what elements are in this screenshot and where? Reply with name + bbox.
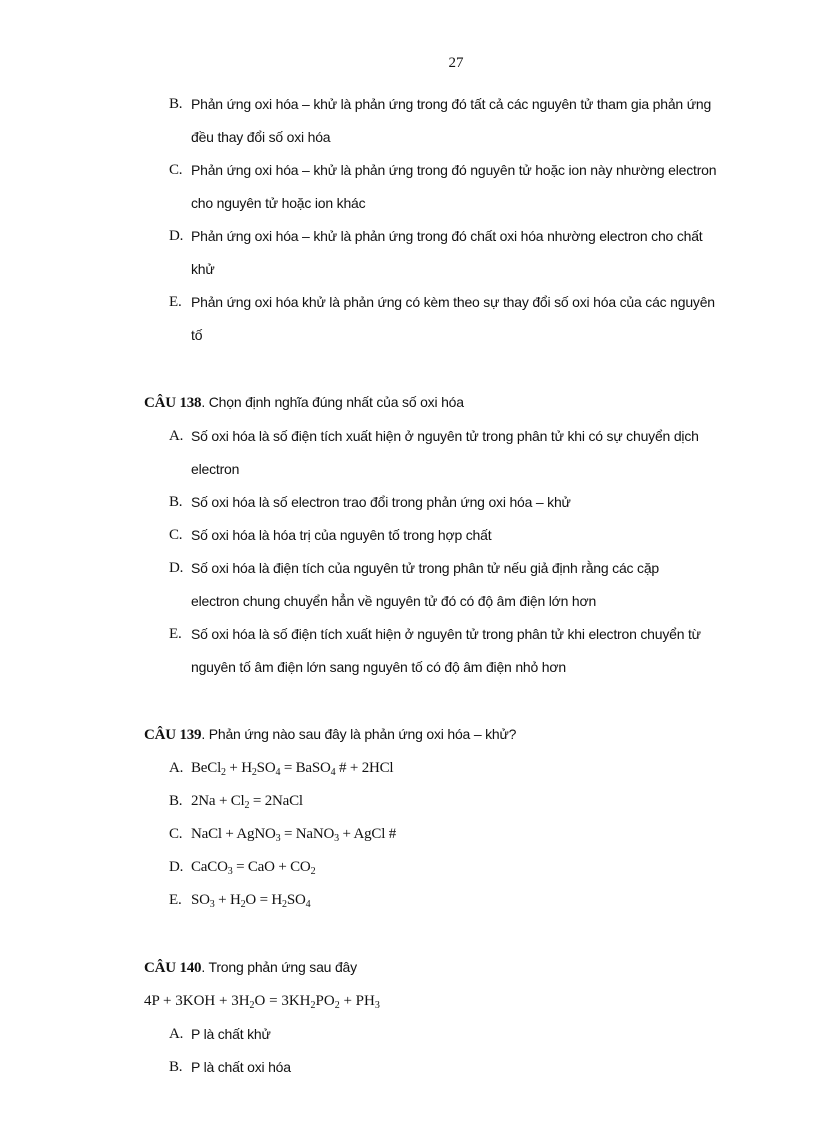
option-text-line: Phản ứng oxi hóa khử là phản ứng có kèm theo sự thay đổi số oxi hóa của các nguyên <box>191 294 715 310</box>
chemical-equation: $SO_3 + H_2O = H_2SO_4$ <box>191 892 311 910</box>
option-text-line: cho nguyên tử hoặc ion khác <box>191 195 366 211</box>
option-letter: A. <box>169 1026 184 1042</box>
q137-option-d <box>169 220 779 286</box>
option-text-line: Phản ứng oxi hóa – khử là phản ứng trong đó tất cả các nguyên tử tham gia phản ứng <box>191 96 712 112</box>
q139-option-c <box>169 818 779 851</box>
option-text-line: Số oxi hóa là điện tích của nguyên tử trong phân tử nếu giả định rằng các cặp <box>191 560 660 576</box>
option-letter: D. <box>169 560 184 576</box>
question-140 <box>144 951 784 985</box>
q139-option-a <box>169 752 779 785</box>
option-text-line: Số oxi hóa là số electron trao đổi trong phản ứng oxi hóa – khử <box>191 494 571 510</box>
q138-option-a <box>169 420 779 486</box>
q139-option-d <box>169 851 779 884</box>
option-letter: E. <box>169 626 182 642</box>
option-letter: D. <box>169 228 184 244</box>
option-letter: B. <box>169 96 183 112</box>
option-letter: B. <box>169 494 183 510</box>
question-text: . Phản ứng nào sau đây là phản ứng oxi hóa – khử? <box>201 726 517 742</box>
option-text-line: Số oxi hóa là số điện tích xuất hiện ở nguyên tử trong phân tử khi electron chuyển từ <box>191 626 701 642</box>
q139-option-e <box>169 884 779 917</box>
question-text: . Chọn định nghĩa đúng nhất của số oxi hóa <box>201 394 464 410</box>
option-text-line: Phản ứng oxi hóa – khử là phản ứng trong đó chất oxi hóa nhường electron cho chất <box>191 228 703 244</box>
q138-option-e <box>169 618 779 684</box>
option-text-line: electron <box>191 461 240 477</box>
q140-option-b <box>169 1051 779 1084</box>
option-text-line: Phản ứng oxi hóa – khử là phản ứng trong đó nguyên tử hoặc ion này nhường electron <box>191 162 717 178</box>
option-text-line: khử <box>191 261 215 277</box>
option-text-line: nguyên tố âm điện lớn sang nguyên tố có độ âm điện nhỏ hơn <box>191 659 566 675</box>
q137-option-c <box>169 154 779 220</box>
option-text-line: đều thay đổi số oxi hóa <box>191 129 331 145</box>
chemical-equation: BeCl$_2$ + $H_2SO_4$ = BaSO$_4$ # + 2HCl <box>191 760 394 778</box>
q138-option-c <box>169 519 779 552</box>
option-letter: B. <box>169 793 183 809</box>
option-letter: A. <box>169 760 184 776</box>
option-letter: A. <box>169 428 184 444</box>
option-letter: C. <box>169 162 183 178</box>
chemical-equation: $2Na + Cl_2$ = 2NaCl <box>191 793 303 811</box>
q137-option-e <box>169 286 779 352</box>
reaction-equation: $4P + 3KOH + 3H_2O = 3KH_2PO_2 + PH_3$ <box>144 993 380 1011</box>
option-text-line: P là chất khử <box>191 1026 271 1042</box>
option-text-line: tố <box>191 327 203 343</box>
option-text-line: Số oxi hóa là hóa trị của nguyên tố trong hợp chất <box>191 527 492 543</box>
option-letter: C. <box>169 527 183 543</box>
option-text-line: electron chung chuyển hẳn về nguyên tử đó có độ âm điện lớn hơn <box>191 593 597 609</box>
q138-option-b <box>169 486 779 519</box>
option-text-line: P là chất oxi hóa <box>191 1059 291 1075</box>
chemical-equation: CaCO$_3$ = CaO + $CO_2$ <box>191 859 316 877</box>
option-letter: E. <box>169 294 182 310</box>
q137-option-b <box>169 88 779 154</box>
chemical-equation: NaCl + AgNO$_3$ = NaNO$_3$ + AgCl # <box>191 826 397 844</box>
q139-option-b <box>169 785 779 818</box>
question-138 <box>144 386 784 420</box>
option-text-line: Số oxi hóa là số điện tích xuất hiện ở nguyên tử trong phân tử khi có sự chuyển dịch <box>191 428 699 444</box>
question-139 <box>144 718 784 752</box>
q140-option-a <box>169 1018 779 1051</box>
page-number: 27 <box>448 55 464 71</box>
option-letter: C. <box>169 826 183 842</box>
option-letter: E. <box>169 892 182 908</box>
question-number: CÂU 140 <box>144 960 202 976</box>
question-text: . Trong phản ứng sau đây <box>201 959 357 975</box>
option-letter: B. <box>169 1059 183 1075</box>
question-number: CÂU 138 <box>144 395 202 411</box>
question-number: CÂU 139 <box>144 727 202 743</box>
q138-option-d <box>169 552 779 618</box>
option-letter: D. <box>169 859 184 875</box>
page-content <box>0 88 816 1084</box>
